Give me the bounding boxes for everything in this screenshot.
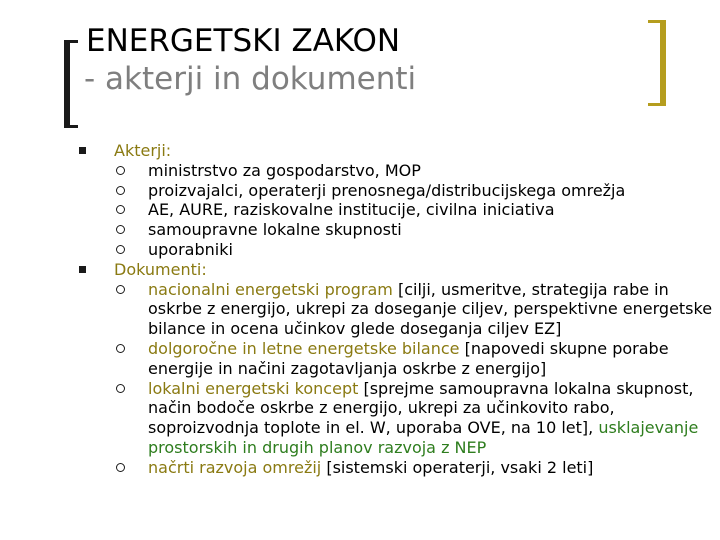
square-bullet-icon bbox=[79, 266, 86, 273]
item-text: ministrstvo za gospodarstvo, MOP bbox=[148, 160, 421, 180]
circle-bullet-icon bbox=[116, 186, 125, 195]
list-item bbox=[76, 240, 716, 260]
section-label: Akterji: bbox=[114, 141, 172, 160]
section-label: Dokumenti: bbox=[114, 259, 207, 279]
title-bracket-right bbox=[648, 20, 666, 106]
circle-bullet-icon bbox=[116, 463, 125, 472]
list-item bbox=[76, 200, 716, 220]
document-note: usklajevanje prostorskih in drugih planov razvoja z NEP bbox=[148, 418, 699, 457]
list-item bbox=[76, 458, 716, 478]
item-text: proizvajalci, operaterji prenosnega/distribucijskega omrežja bbox=[148, 180, 626, 200]
list-item bbox=[76, 339, 716, 379]
title-line-2: - akterji in dokumenti bbox=[84, 61, 417, 97]
bullet-akterji bbox=[76, 141, 716, 161]
document-name: nacionalni energetski program bbox=[148, 279, 393, 299]
circle-bullet-icon bbox=[116, 384, 125, 393]
document-description: [sprejme samoupravna lokalna skupnost, način bodoče oskrbe z energijo, ukrepi za učinkovito rabo, soproizvodnja toplote in el. W, uporaba OVE, na 10 let], bbox=[148, 378, 694, 438]
title-line-1: ENERGETSKI ZAKON bbox=[86, 23, 401, 59]
slide-title bbox=[86, 22, 646, 98]
list-item bbox=[76, 161, 716, 181]
item-text: uporabniki bbox=[148, 239, 233, 259]
circle-bullet-icon bbox=[116, 205, 125, 214]
document-description: [sistemski operaterji, vsaki 2 leti] bbox=[321, 457, 594, 477]
title-bracket-left bbox=[64, 40, 78, 128]
circle-bullet-icon bbox=[116, 166, 125, 175]
item-text: samoupravne lokalne skupnosti bbox=[148, 220, 402, 240]
circle-bullet-icon bbox=[116, 225, 125, 234]
document-description: [cilji, usmeritve, strategija rabe in oskrbe z energijo, ukrepi za doseganje ciljev, perspektivne energetske bilance in ocena učinkov glede doseganja ciljev EZ] bbox=[148, 279, 713, 339]
document-name: lokalni energetski koncept bbox=[148, 378, 359, 398]
bullet-dokumenti bbox=[76, 260, 716, 280]
circle-bullet-icon bbox=[116, 285, 125, 294]
list-item bbox=[76, 280, 716, 339]
list-item bbox=[76, 181, 716, 201]
circle-bullet-icon bbox=[116, 245, 125, 254]
document-description: [napovedi skupne porabe energije in načini zagotavljanja oskrbe z energijo] bbox=[148, 338, 669, 378]
slide-body bbox=[76, 141, 716, 478]
list-item bbox=[76, 220, 716, 240]
document-name: dolgoročne in letne energetske bilance bbox=[148, 338, 460, 358]
list-item bbox=[76, 379, 716, 458]
item-text: AE, AURE, raziskovalne institucije, civilna iniciativa bbox=[148, 200, 555, 220]
circle-bullet-icon bbox=[116, 344, 125, 353]
document-name: načrti razvoja omrežij bbox=[148, 457, 322, 477]
square-bullet-icon bbox=[79, 147, 86, 154]
